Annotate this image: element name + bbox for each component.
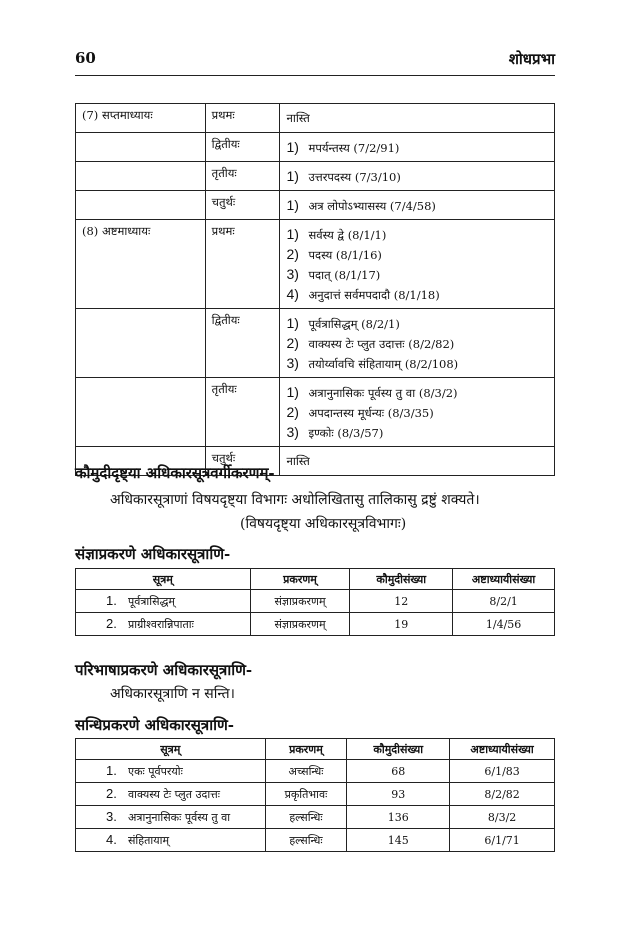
sutra-list-cell xyxy=(280,447,555,476)
row-number: 2. xyxy=(106,616,117,631)
sutra-list-cell xyxy=(280,104,555,133)
sutra-text: नास्ति xyxy=(286,454,310,468)
pada-cell: तृतीयः xyxy=(205,162,280,191)
sanjna-heading: संज्ञाप्रकरणे अधिकारसूत्राणि- xyxy=(75,545,231,563)
pada-cell: द्वितीयः xyxy=(205,133,280,162)
page-number: 60 xyxy=(75,49,96,67)
sutra-text: अत्र लोपोऽभ्यासस्य (7/4/58) xyxy=(308,199,436,213)
column-header: अष्टाध्यायीसंख्या xyxy=(453,569,555,590)
paribhasha-text: अधिकारसूत्राणि न सन्ति। xyxy=(110,686,235,702)
column-header: अष्टाध्यायीसंख्या xyxy=(450,739,555,760)
sutra-text: अपदान्तस्य मूर्धन्यः (8/3/35) xyxy=(308,406,434,420)
sutra-number: 4) xyxy=(286,286,299,302)
sutra-line xyxy=(286,353,548,373)
column-header: प्रकरणम् xyxy=(250,569,350,590)
sutra-number: 3) xyxy=(286,355,299,371)
sutra-text: सर्वस्य द्वे (8/1/1) xyxy=(308,228,387,242)
row-number: 2. xyxy=(106,786,117,801)
header-rule xyxy=(75,75,555,76)
adhyaya-cell xyxy=(76,309,206,378)
sutra-line xyxy=(286,166,548,186)
table-row xyxy=(76,829,555,852)
kaumudi-subtitle: (विषयदृष्ट्या अधिकारसूत्रविभागः) xyxy=(240,516,407,532)
sanjna-table xyxy=(75,568,555,636)
sutra-line xyxy=(286,451,548,471)
sutra-name: अत्रानुनासिकः पूर्वस्य तु वा xyxy=(128,811,231,824)
sutra-number: 2) xyxy=(286,404,299,420)
prakarana-cell: संज्ञाप्रकरणम् xyxy=(250,613,350,636)
sutra-text: इण्कोः (8/3/57) xyxy=(308,426,384,440)
sutra-name: वाक्यस्य टेः प्लुत उदात्तः xyxy=(128,788,220,801)
sutra-number: 2) xyxy=(286,335,299,351)
kaumudi-heading: कौमुदीदृष्ट्या अधिकारसूत्रवर्गीकरणम्- xyxy=(75,464,275,482)
sutra-cell xyxy=(76,613,251,636)
sutra-text: पदात् (8/1/17) xyxy=(308,268,381,282)
sutra-line xyxy=(286,284,548,304)
sutra-line xyxy=(286,224,548,244)
table-row xyxy=(76,191,555,220)
pada-cell: प्रथमः xyxy=(205,104,280,133)
adhyaya-cell xyxy=(76,191,206,220)
ashtadhyayi-number-cell: 8/2/1 xyxy=(453,590,555,613)
ashtadhyayi-number-cell: 6/1/83 xyxy=(450,760,555,783)
sutra-text: नास्ति xyxy=(286,111,310,125)
kaumudi-number-cell: 145 xyxy=(347,829,450,852)
sutra-list-cell xyxy=(280,309,555,378)
table-row xyxy=(76,104,555,133)
column-header: सूत्रम् xyxy=(76,569,251,590)
paribhasha-heading: परिभाषाप्रकरणे अधिकारसूत्राणि- xyxy=(75,661,253,679)
table-row xyxy=(76,378,555,447)
journal-name: शोधप्रभा xyxy=(508,50,555,68)
sutra-list-cell xyxy=(280,191,555,220)
sutra-line xyxy=(286,244,548,264)
sutra-number: 1) xyxy=(286,197,299,213)
table-row xyxy=(76,590,555,613)
pada-cell: चतुर्थः xyxy=(205,191,280,220)
column-header: प्रकरणम् xyxy=(265,739,347,760)
sutra-text: अत्रानुनासिकः पूर्वस्य तु वा (8/3/2) xyxy=(308,386,458,400)
sutra-line xyxy=(286,313,548,333)
adhyaya-cell xyxy=(76,378,206,447)
prakarana-cell: अच्सन्धिः xyxy=(265,760,347,783)
kaumudi-number-cell: 68 xyxy=(347,760,450,783)
sutra-name: पूर्वत्रासिद्धम् xyxy=(128,595,175,608)
kaumudi-number-cell: 19 xyxy=(350,613,453,636)
sutra-list-cell xyxy=(280,162,555,191)
column-header: कौमुदीसंख्या xyxy=(347,739,450,760)
sutra-line xyxy=(286,264,548,284)
sutra-cell xyxy=(76,760,266,783)
sutra-line xyxy=(286,108,548,128)
sandhi-table xyxy=(75,738,555,852)
prakarana-cell: हल्सन्धिः xyxy=(265,829,347,852)
ashtadhyayi-number-cell: 8/2/82 xyxy=(450,783,555,806)
sutra-list-cell xyxy=(280,133,555,162)
pada-cell: तृतीयः xyxy=(205,378,280,447)
sutra-line xyxy=(286,422,548,442)
sutra-number: 1) xyxy=(286,226,299,242)
prakarana-cell: हल्सन्धिः xyxy=(265,806,347,829)
page-header xyxy=(75,49,555,75)
sutra-text: अनुदात्तं सर्वमपदादौ (8/1/18) xyxy=(308,288,440,302)
sutra-text: पदस्य (8/1/16) xyxy=(308,248,382,262)
table-row xyxy=(76,806,555,829)
sutra-name: प्राग्रीश्वरान्निपाताः xyxy=(128,618,194,631)
sutra-number: 3) xyxy=(286,266,299,282)
pada-cell: द्वितीयः xyxy=(205,309,280,378)
kaumudi-number-cell: 93 xyxy=(347,783,450,806)
pada-cell: चतुर्थः xyxy=(205,447,280,476)
sutra-list-cell xyxy=(280,220,555,309)
table-row xyxy=(76,133,555,162)
sutra-name: संहितायाम् xyxy=(128,834,170,847)
sutra-text: मपर्यन्तस्य (7/2/91) xyxy=(308,141,400,155)
sutra-text: तयोर्य्वावचि संहितायाम् (8/2/108) xyxy=(308,357,459,371)
sutra-name: एकः पूर्वपरयोः xyxy=(128,765,183,778)
row-number: 3. xyxy=(106,809,117,824)
table-row xyxy=(76,220,555,309)
pada-cell: प्रथमः xyxy=(205,220,280,309)
row-number: 1. xyxy=(106,593,117,608)
prakarana-cell: प्रकृतिभावः xyxy=(265,783,347,806)
sutra-cell xyxy=(76,806,266,829)
sutra-number: 1) xyxy=(286,384,299,400)
ashtadhyayi-number-cell: 8/3/2 xyxy=(450,806,555,829)
kaumudi-intro: अधिकारसूत्राणां विषयदृष्ट्या विभागः अधोलिखितासु तालिकासु द्रष्टुं शक्यते। xyxy=(110,492,480,508)
kaumudi-number-cell: 12 xyxy=(350,590,453,613)
table-row xyxy=(76,760,555,783)
sutra-number: 2) xyxy=(286,246,299,262)
sutra-number: 1) xyxy=(286,168,299,184)
sutra-line xyxy=(286,137,548,157)
sutra-cell xyxy=(76,829,266,852)
sandhi-heading: सन्धिप्रकरणे अधिकारसूत्राणि- xyxy=(75,716,235,734)
sutra-number: 1) xyxy=(286,139,299,155)
adhyaya-cell xyxy=(76,133,206,162)
sutra-text: उत्तरपदस्य (7/3/10) xyxy=(308,170,401,184)
table-row xyxy=(76,613,555,636)
sutra-list-cell xyxy=(280,378,555,447)
adhyaya-cell: (8) अष्टमाध्यायः xyxy=(76,220,206,309)
ashtadhyayi-number-cell: 1/4/56 xyxy=(453,613,555,636)
sutra-cell xyxy=(76,590,251,613)
sutra-number: 3) xyxy=(286,424,299,440)
table-row xyxy=(76,783,555,806)
adhyaya-pada-table xyxy=(75,103,555,476)
column-header: सूत्रम् xyxy=(76,739,266,760)
sutra-number: 1) xyxy=(286,315,299,331)
adhyaya-cell xyxy=(76,162,206,191)
kaumudi-number-cell: 136 xyxy=(347,806,450,829)
table-row xyxy=(76,162,555,191)
column-header: कौमुदीसंख्या xyxy=(350,569,453,590)
adhyaya-cell: (7) सप्तमाध्यायः xyxy=(76,104,206,133)
sutra-line xyxy=(286,382,548,402)
row-number: 4. xyxy=(106,832,117,847)
sutra-cell xyxy=(76,783,266,806)
sutra-line xyxy=(286,195,548,215)
table-row xyxy=(76,309,555,378)
sutra-line xyxy=(286,333,548,353)
row-number: 1. xyxy=(106,763,117,778)
prakarana-cell: संज्ञाप्रकरणम् xyxy=(250,590,350,613)
sutra-line xyxy=(286,402,548,422)
sutra-text: वाक्यस्य टेः प्लुत उदात्तः (8/2/82) xyxy=(308,337,455,351)
sutra-text: पूर्वत्रासिद्धम् (8/2/1) xyxy=(308,317,400,331)
ashtadhyayi-number-cell: 6/1/71 xyxy=(450,829,555,852)
